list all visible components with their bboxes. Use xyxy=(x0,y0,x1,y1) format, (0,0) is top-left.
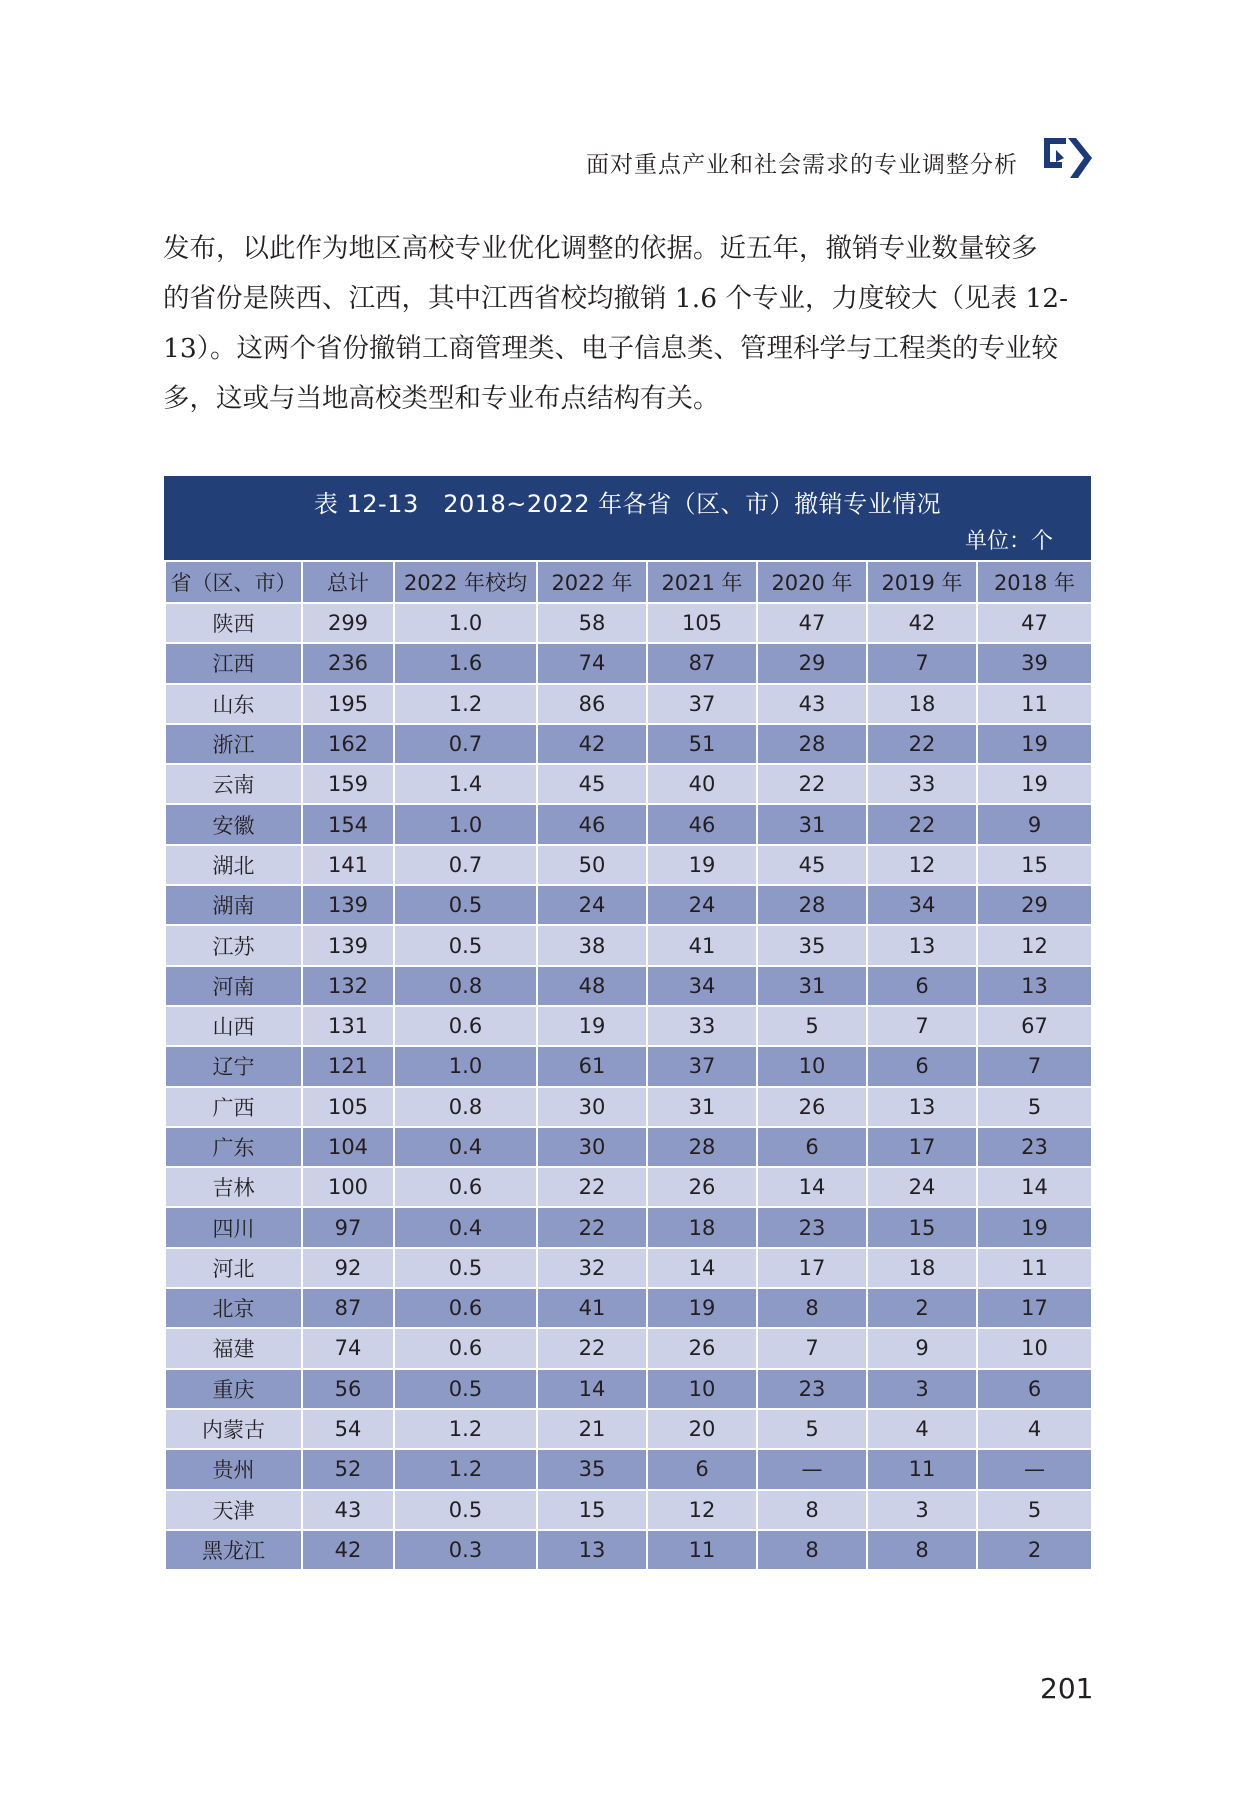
column-header: 2022 年校均 xyxy=(394,561,537,603)
value-cell: 1.2 xyxy=(394,1449,537,1489)
value-cell: 7 xyxy=(867,643,977,683)
province-cell: 内蒙古 xyxy=(165,1409,302,1449)
value-cell: 34 xyxy=(867,885,977,925)
table-row xyxy=(165,1167,1092,1207)
province-cell: 湖南 xyxy=(165,885,302,925)
column-header: 2019 年 xyxy=(867,561,977,603)
value-cell: 43 xyxy=(302,1490,394,1530)
province-cell: 湖北 xyxy=(165,845,302,885)
value-cell: 22 xyxy=(537,1207,647,1247)
value-cell: 22 xyxy=(867,804,977,844)
value-cell: 42 xyxy=(867,603,977,643)
value-cell: 28 xyxy=(757,724,867,764)
province-cell: 福建 xyxy=(165,1328,302,1368)
value-cell: 29 xyxy=(757,643,867,683)
value-cell: 8 xyxy=(867,1530,977,1570)
value-cell: 0.8 xyxy=(394,1087,537,1127)
province-cell: 河北 xyxy=(165,1248,302,1288)
value-cell: 1.0 xyxy=(394,603,537,643)
value-cell: 105 xyxy=(302,1087,394,1127)
value-cell: 5 xyxy=(977,1490,1092,1530)
value-cell: 19 xyxy=(537,1006,647,1046)
value-cell: 26 xyxy=(647,1167,757,1207)
value-cell: 15 xyxy=(867,1207,977,1247)
value-cell: 54 xyxy=(302,1409,394,1449)
value-cell: 37 xyxy=(647,684,757,724)
province-cell: 河南 xyxy=(165,966,302,1006)
province-cell: 山东 xyxy=(165,684,302,724)
value-cell: 0.5 xyxy=(394,925,537,965)
value-cell: — xyxy=(757,1449,867,1489)
table-row xyxy=(165,1369,1092,1409)
value-cell: 5 xyxy=(757,1409,867,1449)
value-cell: 1.2 xyxy=(394,1409,537,1449)
value-cell: 33 xyxy=(867,764,977,804)
value-cell: 24 xyxy=(537,885,647,925)
value-cell: 8 xyxy=(757,1288,867,1328)
value-cell: 22 xyxy=(537,1328,647,1368)
value-cell: 31 xyxy=(647,1087,757,1127)
value-cell: 87 xyxy=(302,1288,394,1328)
value-cell: 13 xyxy=(537,1530,647,1570)
value-cell: 37 xyxy=(647,1046,757,1086)
value-cell: 19 xyxy=(977,764,1092,804)
table-unit: 单位：个 xyxy=(964,529,1053,554)
table-row xyxy=(165,764,1092,804)
value-cell: 8 xyxy=(757,1490,867,1530)
value-cell: 6 xyxy=(977,1369,1092,1409)
value-cell: 28 xyxy=(757,885,867,925)
province-cell: 云南 xyxy=(165,764,302,804)
province-cell: 江西 xyxy=(165,643,302,683)
value-cell: 61 xyxy=(537,1046,647,1086)
value-cell: 131 xyxy=(302,1006,394,1046)
value-cell: 0.8 xyxy=(394,966,537,1006)
value-cell: 97 xyxy=(302,1207,394,1247)
revocation-table xyxy=(164,476,1091,1571)
table-row xyxy=(165,1207,1092,1247)
value-cell: 22 xyxy=(537,1167,647,1207)
value-cell: 139 xyxy=(302,925,394,965)
paragraph-line: 多，这或与当地高校类型和专业布点结构有关。 xyxy=(163,383,720,414)
value-cell: 8 xyxy=(757,1530,867,1570)
table-header-row xyxy=(165,561,1092,603)
value-cell: 40 xyxy=(647,764,757,804)
value-cell: 6 xyxy=(647,1449,757,1489)
value-cell: 26 xyxy=(757,1087,867,1127)
value-cell: 1.4 xyxy=(394,764,537,804)
value-cell: 41 xyxy=(647,925,757,965)
province-cell: 广西 xyxy=(165,1087,302,1127)
value-cell: 39 xyxy=(977,643,1092,683)
value-cell: 1.2 xyxy=(394,684,537,724)
table-row xyxy=(165,1490,1092,1530)
value-cell: 23 xyxy=(757,1369,867,1409)
value-cell: 0.6 xyxy=(394,1167,537,1207)
value-cell: 30 xyxy=(537,1087,647,1127)
value-cell: 14 xyxy=(647,1248,757,1288)
value-cell: 17 xyxy=(977,1288,1092,1328)
value-cell: 35 xyxy=(757,925,867,965)
value-cell: 0.5 xyxy=(394,1248,537,1288)
table-row xyxy=(165,1449,1092,1489)
value-cell: 14 xyxy=(977,1167,1092,1207)
value-cell: 38 xyxy=(537,925,647,965)
table-row xyxy=(165,966,1092,1006)
value-cell: 3 xyxy=(867,1369,977,1409)
value-cell: 56 xyxy=(302,1369,394,1409)
value-cell: 17 xyxy=(757,1248,867,1288)
value-cell: 21 xyxy=(537,1409,647,1449)
value-cell: 24 xyxy=(867,1167,977,1207)
paragraph-line: 发布，以此作为地区高校专业优化调整的依据。近五年，撤销专业数量较多 xyxy=(163,233,1038,264)
value-cell: 10 xyxy=(757,1046,867,1086)
value-cell: 132 xyxy=(302,966,394,1006)
value-cell: 19 xyxy=(647,845,757,885)
value-cell: 11 xyxy=(977,1248,1092,1288)
value-cell: 0.5 xyxy=(394,1369,537,1409)
province-cell: 江苏 xyxy=(165,925,302,965)
value-cell: 33 xyxy=(647,1006,757,1046)
value-cell: 1.0 xyxy=(394,1046,537,1086)
value-cell: 23 xyxy=(757,1207,867,1247)
province-cell: 安徽 xyxy=(165,804,302,844)
province-cell: 贵州 xyxy=(165,1449,302,1489)
value-cell: 1.0 xyxy=(394,804,537,844)
table-row xyxy=(165,684,1092,724)
value-cell: 0.6 xyxy=(394,1328,537,1368)
value-cell: 0.6 xyxy=(394,1006,537,1046)
column-header: 总计 xyxy=(302,561,394,603)
value-cell: 24 xyxy=(647,885,757,925)
province-cell: 天津 xyxy=(165,1490,302,1530)
value-cell: 11 xyxy=(647,1530,757,1570)
value-cell: 3 xyxy=(867,1490,977,1530)
value-cell: 42 xyxy=(537,724,647,764)
value-cell: 12 xyxy=(977,925,1092,965)
value-cell: 18 xyxy=(867,684,977,724)
value-cell: 18 xyxy=(647,1207,757,1247)
value-cell: 26 xyxy=(647,1328,757,1368)
table-row xyxy=(165,1288,1092,1328)
value-cell: 42 xyxy=(302,1530,394,1570)
value-cell: 67 xyxy=(977,1006,1092,1046)
value-cell: 14 xyxy=(757,1167,867,1207)
value-cell: 12 xyxy=(647,1490,757,1530)
table-row xyxy=(165,1087,1092,1127)
value-cell: 14 xyxy=(537,1369,647,1409)
value-cell: 0.6 xyxy=(394,1288,537,1328)
table-row xyxy=(165,724,1092,764)
table-row xyxy=(165,845,1092,885)
table-row xyxy=(165,1046,1092,1086)
value-cell: 2 xyxy=(977,1530,1092,1570)
value-cell: 47 xyxy=(977,603,1092,643)
running-header: 面对重点产业和社会需求的专业调整分析 xyxy=(586,152,1018,178)
value-cell: 15 xyxy=(977,845,1092,885)
value-cell: 11 xyxy=(867,1449,977,1489)
table-row xyxy=(165,643,1092,683)
value-cell: 154 xyxy=(302,804,394,844)
province-cell: 陕西 xyxy=(165,603,302,643)
table-title: 表 12-13 2018~2022 年各省（区、市）撤销专业情况 xyxy=(313,490,942,518)
value-cell: 104 xyxy=(302,1127,394,1167)
value-cell: 48 xyxy=(537,966,647,1006)
value-cell: 0.7 xyxy=(394,724,537,764)
value-cell: 195 xyxy=(302,684,394,724)
province-cell: 重庆 xyxy=(165,1369,302,1409)
value-cell: 19 xyxy=(977,724,1092,764)
province-cell: 北京 xyxy=(165,1288,302,1328)
table-row xyxy=(165,804,1092,844)
value-cell: 18 xyxy=(867,1248,977,1288)
table-row xyxy=(165,603,1092,643)
value-cell: 5 xyxy=(977,1087,1092,1127)
value-cell: 22 xyxy=(867,724,977,764)
province-cell: 山西 xyxy=(165,1006,302,1046)
value-cell: 0.4 xyxy=(394,1207,537,1247)
value-cell: 43 xyxy=(757,684,867,724)
value-cell: 22 xyxy=(757,764,867,804)
value-cell: 20 xyxy=(647,1409,757,1449)
value-cell: 9 xyxy=(977,804,1092,844)
province-cell: 黑龙江 xyxy=(165,1530,302,1570)
value-cell: 7 xyxy=(867,1006,977,1046)
value-cell: 19 xyxy=(647,1288,757,1328)
value-cell: 58 xyxy=(537,603,647,643)
province-cell: 吉林 xyxy=(165,1167,302,1207)
value-cell: 51 xyxy=(647,724,757,764)
table-title-bar xyxy=(164,476,1091,560)
value-cell: 15 xyxy=(537,1490,647,1530)
table-row xyxy=(165,1248,1092,1288)
paragraph-line: 的省份是陕西、江西，其中江西省校均撤销 1.6 个专业，力度较大（见表 12- xyxy=(163,283,1069,314)
column-header: 省（区、市） xyxy=(165,561,302,603)
column-header: 2018 年 xyxy=(977,561,1092,603)
province-cell: 广东 xyxy=(165,1127,302,1167)
data-table xyxy=(164,560,1093,1571)
page-number: 201 xyxy=(1040,1672,1094,1705)
value-cell: 86 xyxy=(537,684,647,724)
value-cell: 10 xyxy=(647,1369,757,1409)
value-cell: 12 xyxy=(867,845,977,885)
value-cell: 30 xyxy=(537,1127,647,1167)
value-cell: 9 xyxy=(867,1328,977,1368)
value-cell: 7 xyxy=(977,1046,1092,1086)
value-cell: 45 xyxy=(757,845,867,885)
value-cell: 13 xyxy=(867,1087,977,1127)
value-cell: 47 xyxy=(757,603,867,643)
value-cell: 19 xyxy=(977,1207,1092,1247)
province-cell: 浙江 xyxy=(165,724,302,764)
value-cell: 4 xyxy=(867,1409,977,1449)
body-paragraph xyxy=(163,224,1093,424)
value-cell: 23 xyxy=(977,1127,1092,1167)
value-cell: 236 xyxy=(302,643,394,683)
value-cell: 162 xyxy=(302,724,394,764)
value-cell: 2 xyxy=(867,1288,977,1328)
table-row xyxy=(165,1127,1092,1167)
value-cell: 5 xyxy=(757,1006,867,1046)
table-row xyxy=(165,1006,1092,1046)
column-header: 2020 年 xyxy=(757,561,867,603)
value-cell: 28 xyxy=(647,1127,757,1167)
province-cell: 辽宁 xyxy=(165,1046,302,1086)
value-cell: 0.7 xyxy=(394,845,537,885)
value-cell: 41 xyxy=(537,1288,647,1328)
table-body xyxy=(165,603,1092,1570)
value-cell: 6 xyxy=(867,1046,977,1086)
value-cell: 1.6 xyxy=(394,643,537,683)
table-row xyxy=(165,1328,1092,1368)
value-cell: 6 xyxy=(757,1127,867,1167)
value-cell: 31 xyxy=(757,966,867,1006)
value-cell: 74 xyxy=(302,1328,394,1368)
paragraph-line: 13）。这两个省份撤销工商管理类、电子信息类、管理科学与工程类的专业较 xyxy=(163,333,1058,364)
chapter-bracket-arrow-icon xyxy=(1042,134,1096,180)
column-header: 2021 年 xyxy=(647,561,757,603)
value-cell: 35 xyxy=(537,1449,647,1489)
value-cell: — xyxy=(977,1449,1092,1489)
value-cell: 6 xyxy=(867,966,977,1006)
table-row xyxy=(165,885,1092,925)
value-cell: 13 xyxy=(977,966,1092,1006)
value-cell: 100 xyxy=(302,1167,394,1207)
value-cell: 45 xyxy=(537,764,647,804)
value-cell: 139 xyxy=(302,885,394,925)
value-cell: 31 xyxy=(757,804,867,844)
value-cell: 52 xyxy=(302,1449,394,1489)
value-cell: 92 xyxy=(302,1248,394,1288)
value-cell: 87 xyxy=(647,643,757,683)
value-cell: 141 xyxy=(302,845,394,885)
table-row xyxy=(165,1409,1092,1449)
value-cell: 74 xyxy=(537,643,647,683)
value-cell: 46 xyxy=(537,804,647,844)
value-cell: 50 xyxy=(537,845,647,885)
value-cell: 11 xyxy=(977,684,1092,724)
value-cell: 0.5 xyxy=(394,1490,537,1530)
value-cell: 29 xyxy=(977,885,1092,925)
value-cell: 105 xyxy=(647,603,757,643)
value-cell: 0.5 xyxy=(394,885,537,925)
value-cell: 7 xyxy=(757,1328,867,1368)
value-cell: 299 xyxy=(302,603,394,643)
table-row xyxy=(165,925,1092,965)
value-cell: 4 xyxy=(977,1409,1092,1449)
value-cell: 34 xyxy=(647,966,757,1006)
column-header: 2022 年 xyxy=(537,561,647,603)
province-cell: 四川 xyxy=(165,1207,302,1247)
table-row xyxy=(165,1530,1092,1570)
value-cell: 121 xyxy=(302,1046,394,1086)
value-cell: 0.3 xyxy=(394,1530,537,1570)
value-cell: 10 xyxy=(977,1328,1092,1368)
value-cell: 46 xyxy=(647,804,757,844)
value-cell: 32 xyxy=(537,1248,647,1288)
value-cell: 13 xyxy=(867,925,977,965)
value-cell: 159 xyxy=(302,764,394,804)
value-cell: 0.4 xyxy=(394,1127,537,1167)
value-cell: 17 xyxy=(867,1127,977,1167)
